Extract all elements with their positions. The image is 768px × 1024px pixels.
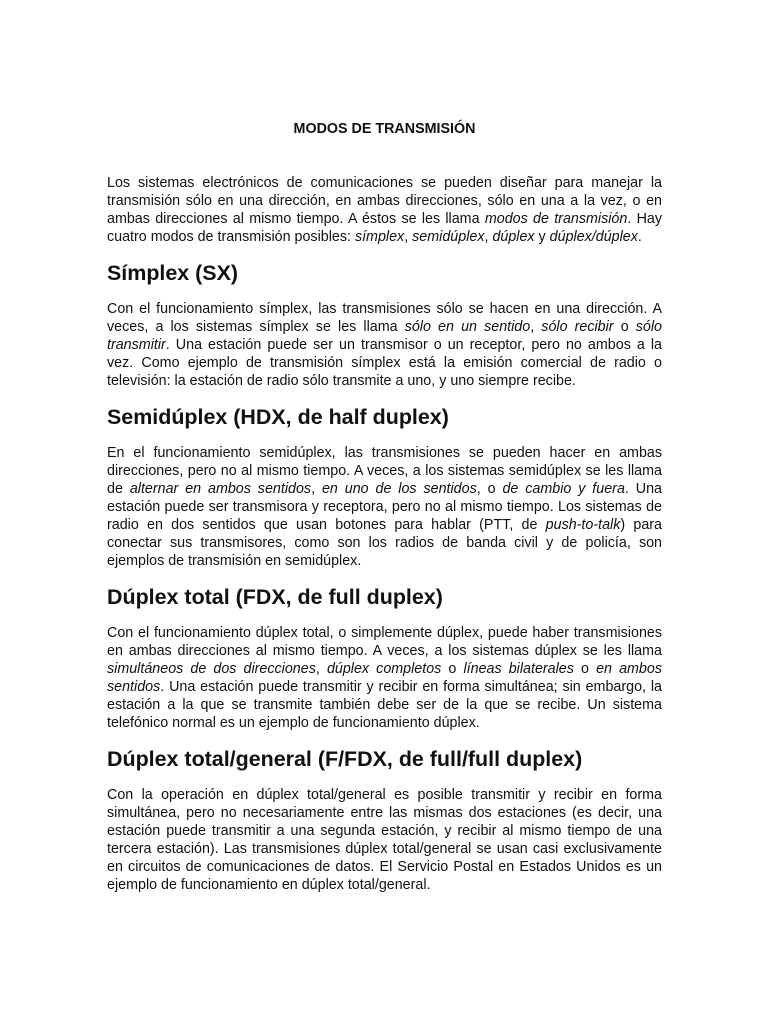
document-page [107, 120, 662, 912]
emphasis: modos de transmisión [484, 211, 628, 227]
emphasis: sólo en un sentido [404, 319, 531, 335]
emphasis: push-to-talk [545, 517, 621, 533]
emphasis: líneas bilaterales [463, 661, 574, 677]
intro-paragraph: Los sistemas electrónicos de comunicaciones se pueden diseñar para manejar la transmisión sólo en una dirección, en ambas direcciones, sólo en una a la vez, o en ambas direcciones al mismo tiempo. A éstos se les llama modos de transmisión. Hay cuatro modos de transmisión posibles: símplex, semidúplex, dúplex y dúplex/dúplex. [107, 175, 662, 245]
full-duplex-paragraph: Con el funcionamiento dúplex total, o simplemente dúplex, puede haber transmisiones en ambas direcciones al mismo tiempo. A veces, a los sistemas dúplex se les llama simultáneos de dos direcciones, dúplex completos o líneas bilaterales o en ambos sentidos. Una estación puede transmitir y recibir en forma simultánea; sin embargo, la estación a la que se transmite también debe ser de la que se recibe. Un sistema telefónico normal es un ejemplo de funcionamiento dúplex. [107, 625, 662, 731]
emphasis: semidúplex [412, 229, 485, 245]
emphasis: de cambio y fuera [502, 481, 625, 497]
emphasis: alternar en ambos sentidos [129, 481, 312, 497]
page-title: MODOS DE TRANSMISIÓN [293, 121, 476, 137]
emphasis: dúplex [492, 229, 535, 245]
full-full-duplex-paragraph: Con la operación en dúplex total/general es posible transmitir y recibir en forma simultánea, pero no necesariamente entre las mismas dos estaciones (es decir, una estación puede transmitir a una segunda estación, y recibir al mismo tiempo de una tercera estación). Las transmisiones dúplex total/general se usan casi exclusivamente en circuitos de comunicaciones de datos. El Servicio Postal en Estados Unidos es un ejemplo de funcionamiento en dúplex total/general. [107, 787, 662, 893]
emphasis: sólo recibir [541, 319, 614, 335]
emphasis: sólo transmitir [107, 319, 662, 353]
emphasis: en ambos sentidos [107, 661, 662, 695]
section-heading-full-full-duplex: Dúplex total/general (F/FDX, de full/full duplex) [107, 747, 583, 771]
emphasis: simultáneos de dos direcciones [107, 661, 316, 677]
emphasis: símplex [354, 229, 405, 245]
simplex-paragraph: Con el funcionamiento símplex, las transmisiones sólo se hacen en una dirección. A veces, a los sistemas símplex se les llama sólo en un sentido, sólo recibir o sólo transmitir. Una estación puede ser un transmisor o un receptor, pero no ambos a la vez. Como ejemplo de transmisión símplex está la emisión comercial de radio o televisión: la estación de radio sólo transmite a uno, y uno siempre recibe. [107, 301, 662, 389]
section-heading-semiduplex: Semidúplex (HDX, de half duplex) [107, 405, 449, 429]
emphasis: dúplex/dúplex [549, 229, 638, 245]
section-heading-simplex: Símplex (SX) [107, 261, 239, 285]
emphasis: en uno de los sentidos [321, 481, 477, 497]
emphasis: dúplex completos [326, 661, 442, 677]
section-heading-full-duplex: Dúplex total (FDX, de full duplex) [107, 585, 443, 609]
semiduplex-paragraph: En el funcionamiento semidúplex, las transmisiones se pueden hacer en ambas direcciones, pero no al mismo tiempo. A veces, a los sistemas semidúplex se les llama de alternar en ambos sentidos, en uno de los sentidos, o de cambio y fuera. Una estación puede ser transmisora y receptora, pero no al mismo tiempo. Los sistemas de radio en dos sentidos que usan botones para hablar (PTT, de push-to-talk) para conectar sus transmisores, como son los radios de banda civil y de policía, son ejemplos de transmisión en semidúplex. [107, 445, 663, 569]
